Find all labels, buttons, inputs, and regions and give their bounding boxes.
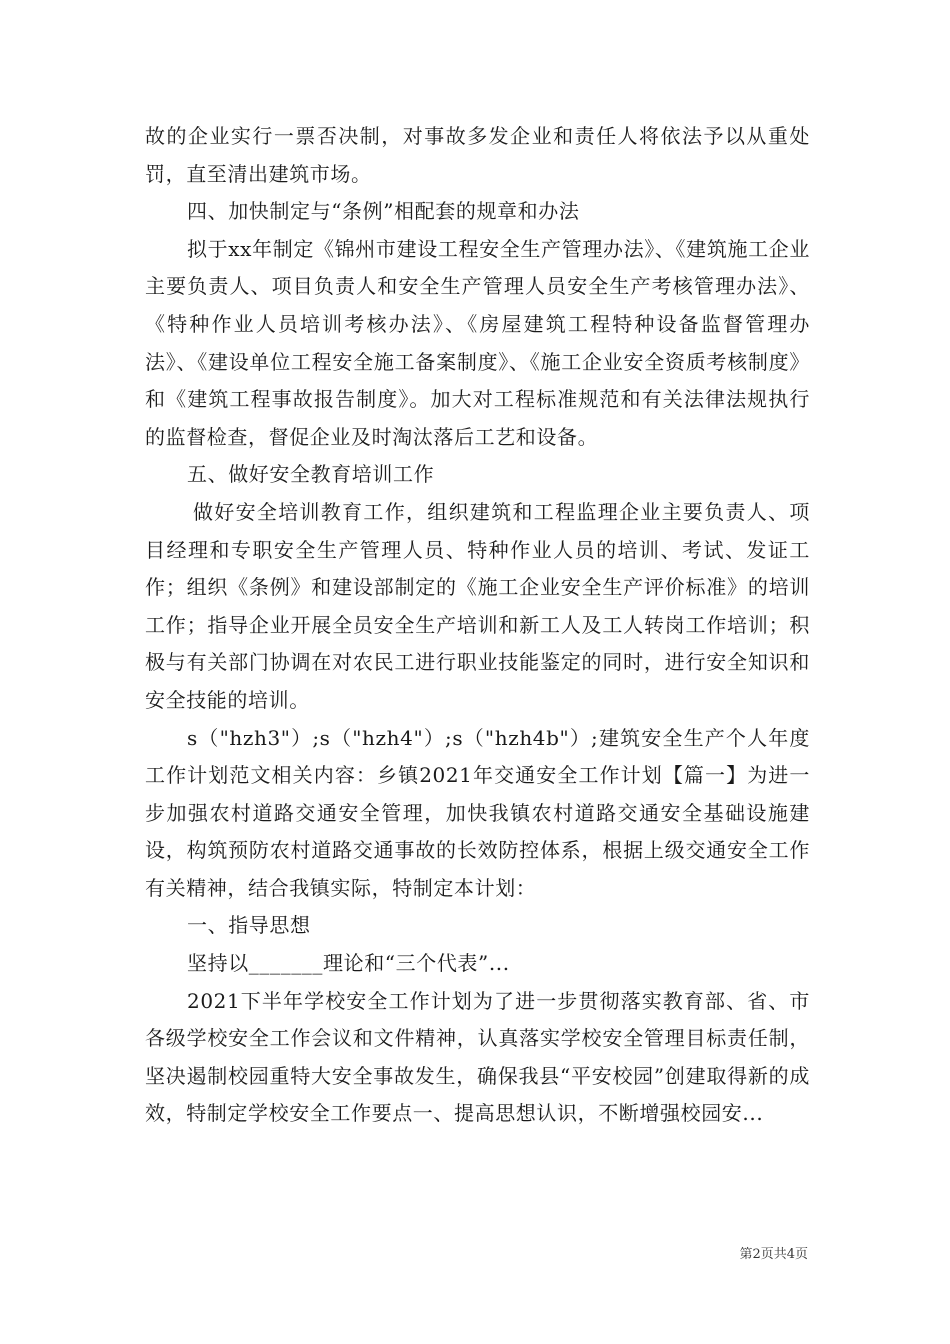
paragraph-continuation: 故的企业实行一票否决制，对事故多发企业和责任人将依法予以从重处罚，直至清出建筑市场。	[145, 124, 810, 186]
paragraph-related-content: s（"hzh3"）;s（"hzh4"）;s（"hzh4b"）;建筑安全生产个人年度工作计划范文相关内容：乡镇2021年交通安全工作计划【篇一】为进一步加强农村道路交通安全管理，加快我镇农村道路交通安全基础设施建设，构筑预防农村道路交通事故的长效防控体系，根据上级交通安全工作有关精神，结合我镇实际，特制定本计划：	[145, 725, 810, 900]
section-heading-5: 五、做好安全教育培训工作	[187, 462, 435, 487]
section-heading-guiding-thought: 一、指导思想	[187, 913, 311, 938]
paragraph-training: 做好安全培训教育工作，组织建筑和工程监理企业主要负责人、项目经理和专职安全生产管理人员、特种作业人员的培训、考试、发证工作；组织《条例》和建设部制定的《施工企业安全生产评价标准》的培训工作；指导企业开展全员安全生产培训和新工人及工人转岗工作培训；积极与有关部门协调在对农民工进行职业技能鉴定的同时，进行安全知识和安全技能的培训。	[145, 499, 810, 712]
document-body	[145, 118, 810, 1133]
paragraph-regulations: 拟于xx年制定《锦州市建设工程安全生产管理办法》、《建筑施工企业主要负责人、项目负责人和安全生产管理人员安全生产考核管理办法》、《特种作业人员培训考核办法》、《房屋建筑工程特种设备监督管理办法》、《建设单位工程安全施工备案制度》、《施工企业安全资质考核制度》和《建筑工程事故报告制度》。加大对工程标准规范和有关法律法规执行的监督检查，督促企业及时淘汰落后工艺和设备。	[145, 236, 810, 449]
paragraph-adhere: 坚持以_______理论和“三个代表”...	[187, 951, 510, 976]
paragraph-school-safety: 2021下半年学校安全工作计划为了进一步贯彻落实教育部、省、市各级学校安全工作会议和文件精神，认真落实学校安全管理目标责任制，坚决遏制校园重特大安全事故发生，确保我县“平安校园”创建取得新的成效，特制定学校安全工作要点一、提高思想认识，不断增强校园安...	[145, 988, 810, 1126]
page-number: 第2页共4页	[739, 1247, 808, 1262]
section-heading-4: 四、加快制定与“条例”相配套的规章和办法	[187, 199, 580, 224]
